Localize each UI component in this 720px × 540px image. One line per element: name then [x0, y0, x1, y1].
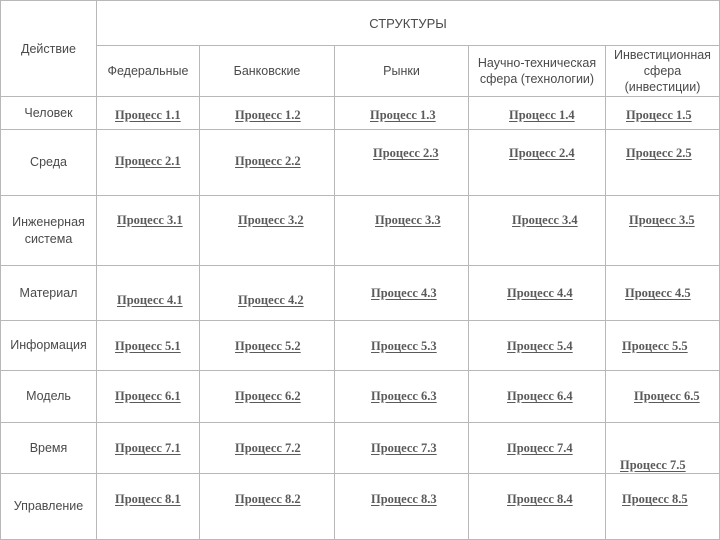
process-link[interactable]: Процесс 8.5 — [622, 492, 688, 506]
column-header-markets — [335, 46, 469, 97]
table-cell — [97, 130, 200, 196]
table-cell — [606, 266, 720, 321]
table-cell — [335, 321, 469, 371]
row-label-text: Инженерная система — [12, 214, 85, 246]
row-label-time — [0, 423, 97, 474]
row-label-text: Среда — [30, 155, 67, 169]
process-link[interactable]: Процесс 1.5 — [626, 108, 692, 122]
row-label-information — [0, 321, 97, 371]
table-cell — [97, 321, 200, 371]
table-cell — [200, 266, 335, 321]
table-cell — [606, 196, 720, 266]
process-link[interactable]: Процесс 6.2 — [235, 389, 301, 403]
table-cell — [469, 196, 606, 266]
table-cell — [606, 423, 720, 474]
process-link[interactable]: Процесс 3.3 — [375, 213, 441, 227]
process-link[interactable]: Процесс 8.3 — [371, 492, 437, 506]
process-link[interactable]: Процесс 7.1 — [115, 441, 181, 455]
row-label-human — [0, 97, 97, 130]
process-link[interactable]: Процесс 3.1 — [117, 213, 183, 227]
process-link[interactable]: Процесс 1.1 — [115, 108, 181, 122]
process-link[interactable]: Процесс 7.3 — [371, 441, 437, 455]
structures-header — [97, 0, 720, 46]
process-link[interactable]: Процесс 2.5 — [626, 146, 692, 160]
row-label-material — [0, 266, 97, 321]
table-cell — [200, 196, 335, 266]
row-label-text: Информация — [10, 338, 87, 352]
process-link[interactable]: Процесс 1.3 — [370, 108, 436, 122]
process-link[interactable]: Процесс 8.4 — [507, 492, 573, 506]
process-link[interactable]: Процесс 6.1 — [115, 389, 181, 403]
row-label-text: Материал — [19, 285, 78, 300]
action-header — [0, 0, 97, 97]
table-cell — [606, 97, 720, 130]
table-cell — [97, 371, 200, 423]
table-cell — [97, 266, 200, 321]
process-link[interactable]: Процесс 7.5 — [620, 458, 686, 472]
table-cell — [200, 321, 335, 371]
table-cell — [97, 196, 200, 266]
table-cell — [335, 474, 469, 540]
process-link[interactable]: Процесс 5.5 — [622, 339, 688, 353]
table-cell — [469, 266, 606, 321]
structures-header-label: СТРУКТУРЫ — [369, 15, 447, 31]
table-cell — [469, 130, 606, 196]
table-cell — [335, 196, 469, 266]
process-link[interactable]: Процесс 2.3 — [373, 146, 439, 160]
table-cell — [200, 97, 335, 130]
column-header-label: Рынки — [383, 64, 420, 78]
process-link[interactable]: Процесс 8.2 — [235, 492, 301, 506]
row-label-text: Время — [29, 440, 68, 455]
process-link[interactable]: Процесс 6.5 — [634, 389, 700, 403]
process-link[interactable]: Процесс 1.2 — [235, 108, 301, 122]
table-cell — [606, 371, 720, 423]
row-label-model — [0, 371, 97, 423]
table-cell — [335, 130, 469, 196]
process-link[interactable]: Процесс 5.1 — [115, 339, 181, 353]
table-cell — [469, 97, 606, 130]
column-header-label: Федеральные — [107, 64, 189, 78]
table-cell — [335, 371, 469, 423]
process-link[interactable]: Процесс 4.3 — [371, 286, 437, 300]
process-link[interactable]: Процесс 4.1 — [117, 293, 183, 307]
process-link[interactable]: Процесс 2.1 — [115, 154, 181, 168]
process-link[interactable]: Процесс 6.3 — [371, 389, 437, 403]
process-link[interactable]: Процесс 3.4 — [512, 213, 578, 227]
row-label-text: Человек — [24, 105, 73, 120]
table-cell — [469, 321, 606, 371]
column-header-federal — [97, 46, 200, 97]
table-cell — [469, 371, 606, 423]
column-header-science — [469, 46, 606, 97]
action-header-label: Действие — [21, 41, 76, 56]
table-cell — [200, 371, 335, 423]
process-link[interactable]: Процесс 2.2 — [235, 154, 301, 168]
process-link[interactable]: Процесс 7.2 — [235, 441, 301, 455]
table-cell — [469, 474, 606, 540]
table-cell — [97, 423, 200, 474]
table-cell — [469, 423, 606, 474]
process-link[interactable]: Процесс 5.3 — [371, 339, 437, 353]
process-link[interactable]: Процесс 8.1 — [115, 492, 181, 506]
column-header-label: Инвестиционная сфера (инвестиции) — [614, 48, 711, 94]
table-cell — [335, 266, 469, 321]
column-header-label: Научно-техническая сфера (технологии) — [477, 56, 597, 86]
process-link[interactable]: Процесс 1.4 — [509, 108, 575, 122]
column-header-banking — [200, 46, 335, 97]
process-link[interactable]: Процесс 7.4 — [507, 441, 573, 455]
row-label-environment — [0, 130, 97, 196]
column-header-label: Банковские — [233, 64, 301, 78]
process-link[interactable]: Процесс 5.2 — [235, 339, 301, 353]
table-cell — [200, 474, 335, 540]
row-label-engineering-system — [0, 196, 97, 266]
process-link[interactable]: Процесс 4.4 — [507, 286, 573, 300]
table-cell — [606, 321, 720, 371]
row-label-management — [0, 474, 97, 540]
table-cell — [335, 97, 469, 130]
row-label-text: Модель — [26, 389, 71, 403]
process-link[interactable]: Процесс 3.5 — [629, 213, 695, 227]
table-cell — [97, 97, 200, 130]
table-cell — [606, 474, 720, 540]
table-cell — [97, 474, 200, 540]
process-link[interactable]: Процесс 6.4 — [507, 389, 573, 403]
column-header-investment — [606, 46, 720, 97]
process-link[interactable]: Процесс 2.4 — [509, 146, 575, 160]
process-link[interactable]: Процесс 4.5 — [625, 286, 691, 300]
table-cell — [606, 130, 720, 196]
table-cell — [200, 423, 335, 474]
table-cell — [200, 130, 335, 196]
row-label-text: Управление — [13, 499, 84, 513]
process-link[interactable]: Процесс 5.4 — [507, 339, 573, 353]
process-link[interactable]: Процесс 4.2 — [238, 293, 304, 307]
process-link[interactable]: Процесс 3.2 — [238, 213, 304, 227]
table-cell — [335, 423, 469, 474]
